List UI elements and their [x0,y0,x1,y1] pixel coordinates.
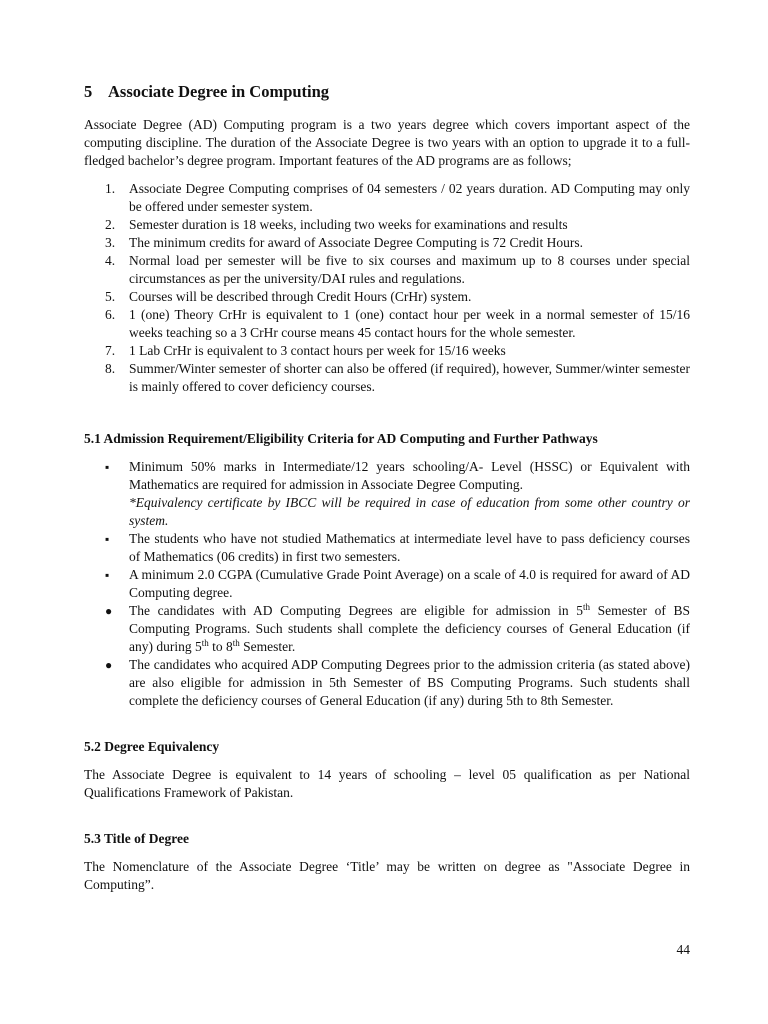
page-number: 44 [676,942,690,957]
section-number: 5 [84,82,93,101]
document-page [84,80,690,894]
item-number: 5. [105,289,116,304]
square-bullet-icon: ▪ [105,568,110,582]
admission-criteria-list [84,458,690,710]
text-run: The candidates with AD Computing Degrees are eligible for admission in 5 [129,603,583,618]
item-number: 8. [105,361,116,376]
list-item [84,458,690,530]
item-number: 1. [105,181,116,196]
item-text: The students who have not studied Mathematics at intermediate level have to pass deficiency courses of Mathematics (06 credits) in first two semesters. [129,531,690,564]
item-text: The minimum credits for award of Associate Degree Computing is 72 Credit Hours. [129,235,584,250]
item-number: 4. [105,253,116,268]
item-number: 7. [105,343,116,358]
section-5-1-heading: 5.1 Admission Requirement/Eligibility Criteria for AD Computing and Further Pathways [84,431,598,446]
item-number: 3. [105,235,116,250]
list-item [84,306,690,342]
list-item [84,360,690,396]
item-text: Normal load per semester will be five to six courses and maximum up to 8 courses under special circumstances as per the university/DAI rules and regulations. [129,253,690,286]
list-item [84,180,690,216]
superscript: th [232,638,240,648]
item-text: 1 (one) Theory CrHr is equivalent to 1 (one) contact hour per week in a normal semester of 15/16 weeks teaching so a 3 CrHr course means 45 contact hours for the whole semester. [129,307,690,340]
round-bullet-icon: ● [105,604,113,618]
superscript: th [582,602,590,612]
item-text [129,603,690,654]
list-item [84,234,690,252]
list-item [84,342,690,360]
item-text: Summer/Winter semester of shorter can also be offered (if required), however, Summer/winter semester is mainly offered to cover deficiency courses. [129,361,690,394]
round-bullet-icon: ● [105,658,113,672]
list-item [84,216,690,234]
section-5-3-heading: 5.3 Title of Degree [84,831,189,846]
text-run: Semester of BS Computing Programs. Such students shall complete the deficiency courses of General Education (if any) during 5 [129,603,690,654]
list-item [84,530,690,566]
item-text: The candidates who acquired ADP Computing Degrees prior to the admission criteria (as stated above) are also eligible for admission in 5th Semester of BS Computing Programs. Such students shall complete the deficiency courses of General Education (if any) during 5th to 8th Semester. [129,657,690,708]
list-item [84,288,690,306]
superscript: th [201,638,209,648]
square-bullet-icon: ▪ [105,460,110,474]
list-item [84,656,690,710]
features-list [84,180,690,396]
item-text: A minimum 2.0 CGPA (Cumulative Grade Point Average) on a scale of 4.0 is required for award of AD Computing degree. [129,567,690,600]
item-number: 6. [105,307,116,322]
section-title: Associate Degree in Computing [108,82,330,101]
square-bullet-icon: ▪ [105,532,110,546]
section-5-heading [84,80,690,104]
list-item [84,252,690,288]
section-5-intro: Associate Degree (AD) Computing program is a two years degree which covers important aspect of the computing discipline. The duration of the Associate Degree is two years with an option to upgrade it to a full-fledged bachelor’s degree program. Important features of the AD programs are as follows; [84,117,690,168]
item-number: 2. [105,217,116,232]
item-text: 1 Lab CrHr is equivalent to 3 contact hours per week for 15/16 weeks [129,343,506,358]
item-text: Semester duration is 18 weeks, including two weeks for examinations and results [129,217,568,232]
item-text: Courses will be described through Credit Hours (CrHr) system. [129,289,472,304]
list-item [84,602,690,656]
section-5-2-heading: 5.2 Degree Equivalency [84,739,220,754]
item-text: Minimum 50% marks in Intermediate/12 years schooling/A- Level (HSSC) or Equivalent with Mathematics are required for admission in Associate Degree Computing. [129,459,690,492]
text-run: to 8 [208,639,233,654]
section-5-3-text: The Nomenclature of the Associate Degree ‘Title’ may be written on degree as "Associate Degree in Computing”. [84,859,690,892]
item-text: Associate Degree Computing comprises of 04 semesters / 02 years duration. AD Computing may only be offered under semester system. [129,181,690,214]
section-5-2-text: The Associate Degree is equivalent to 14 years of schooling – level 05 qualification as per National Qualifications Framework of Pakistan. [84,767,690,800]
equivalency-note: *Equivalency certificate by IBCC will be required in case of education from some other country or system. [129,495,690,528]
text-run: Semester. [239,639,296,654]
list-item [84,566,690,602]
